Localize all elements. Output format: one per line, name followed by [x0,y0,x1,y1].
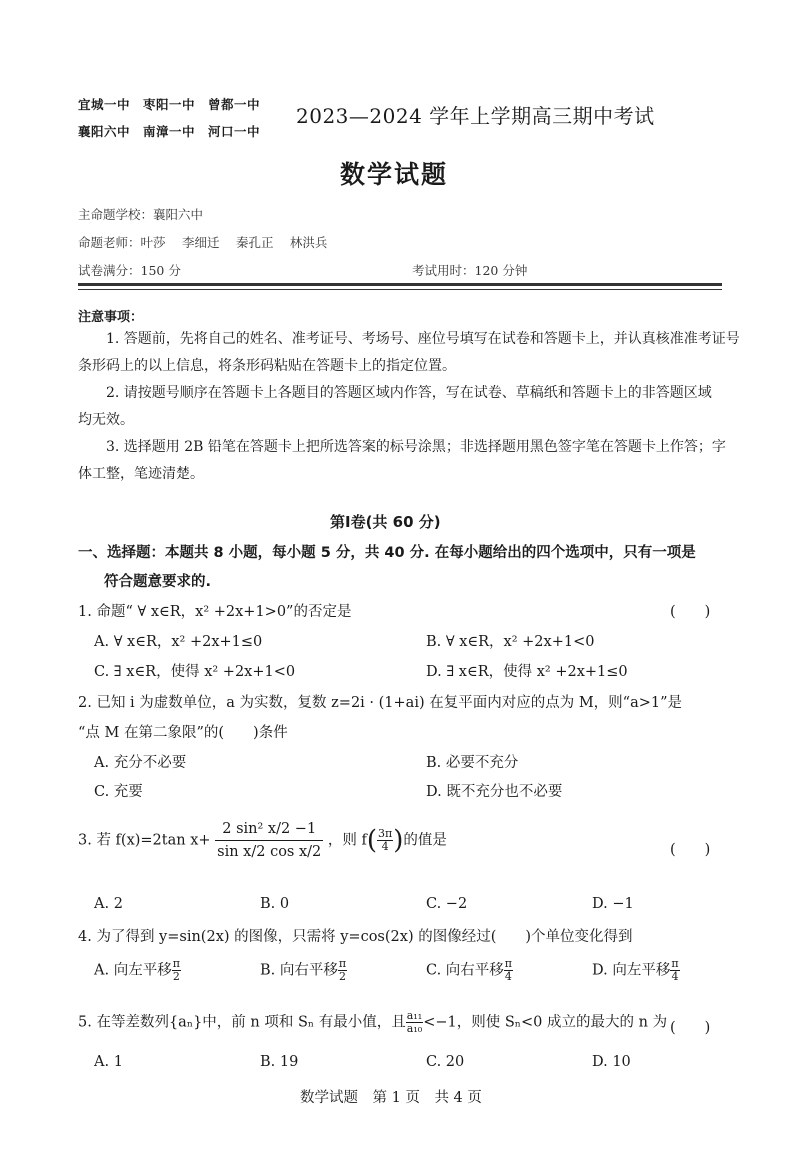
section-heading-line1: 一、选择题：本题共 8 小题，每小题 5 分，共 40 分. 在每小题给出的四个选项中，只有一项是 [78,545,696,561]
q3-option-b: B. 0 [260,896,290,912]
q3-prefix: 3. 若 f(x)=2tan x+ [78,832,211,849]
q5-ratio: $\frac{\text{a₁₁}}{\text{a₁₀}}$ [406,1009,423,1035]
q3-suffix-pre: ，则 f [327,832,367,849]
header-rule-thick [78,283,722,286]
q3-fraction-denominator: sin x/2 cos x/2 [217,844,322,860]
subject-title: 数学试题 [340,160,449,189]
q1-option-a: A. ∀ x∈R，x² +2x+1≤0 [94,634,263,650]
q1-option-c: C. ∃ x∈R，使得 x² +2x+1<0 [94,664,296,680]
q4-option-a: A. 向左平移 $\frac{\pi}{2}$ [94,957,180,983]
page-footer: 数学试题 第 1 页 共 4 页 [300,1090,482,1106]
q5-stem [78,1010,667,1035]
exam-title: 2023—2024 学年上学期高三期中考试 [296,104,655,128]
q3-option-a: A. 2 [94,896,123,912]
q1-answer-bracket: ( ) [670,604,711,620]
q3-suffix-post: 的值是 [403,832,447,849]
q3-option-c: C. −2 [426,896,468,912]
q2-stem-line1: 2. 已知 i 为虚数单位，a 为实数，复数 z=2i · (1+ai) 在复平面内对应的点为 M，则“a>1”是 [78,695,683,711]
q3-fraction-numerator: 2 sin² x/2 −1 [215,818,323,841]
q3-option-d: D. −1 [592,896,634,912]
q3-main-fraction [215,818,323,863]
notes-heading: 注意事项： [78,310,144,325]
q4-stem: 4. 为了得到 y=sin(2x) 的图像，只需将 y=cos(2x) 的图像经过( )个单位变化得到 [78,929,633,945]
school-list-row1: 宜城一中 枣阳一中 曾都一中 [78,97,261,112]
q2-option-c: C. 充要 [94,784,143,800]
q5-stem-pre: 5. 在等差数列{aₙ}中，前 n 项和 Sₙ 有最小值，且 [78,1014,406,1031]
q3-argument-fraction [377,828,393,853]
full-score: 试卷满分：150 分 [78,263,181,278]
q1-option-d: D. ∃ x∈R，使得 x² +2x+1≤0 [426,664,628,680]
q2-option-b: B. 必要不充分 [426,755,519,771]
note-1-line2: 条形码上的以上信息，将条形码粘贴在答题卡上的指定位置。 [78,358,456,374]
q5-option-a: A. 1 [94,1054,123,1070]
q1-stem: 1. 命题“ ∀ x∈R，x² +2x+1>0”的否定是 [78,604,352,620]
note-3-line1: 3. 选择题用 2B 铅笔在答题卡上把所选答案的标号涂黑；非选择题用黑色签字笔在答题卡上作答；字 [106,439,726,455]
q2-option-d: D. 既不充分也不必要 [426,784,563,800]
q5-answer-bracket: ( ) [670,1020,711,1036]
section-heading-line2: 符合题意要求的. [104,574,212,590]
authors: 命题老师：叶莎 李细迁 秦孔正 林洪兵 [78,235,328,250]
lead-school: 主命题学校：襄阳六中 [78,207,204,222]
header-rule-thin [78,289,722,290]
q3-answer-bracket: ( ) [670,842,711,858]
q2-stem-line2: “点 M 在第二象限”的( )条件 [78,725,288,741]
duration: 考试用时：120 分钟 [412,263,528,278]
q5-option-c: C. 20 [426,1054,465,1070]
q4-option-d: D. 向左平移 $\frac{\pi}{4}$ [592,957,679,983]
q3-arg-numerator: 3π [378,827,393,840]
note-2-line2: 均无效。 [78,412,134,428]
school-list-row2: 襄阳六中 南漳一中 河口一中 [78,124,261,139]
note-2-line1: 2. 请按题号顺序在答题卡上各题目的答题区域内作答，写在试卷、草稿纸和答题卡上的非答题区域 [106,385,712,401]
q1-option-b: B. ∀ x∈R，x² +2x+1<0 [426,634,595,650]
note-3-line2: 体工整，笔迹清楚。 [78,466,204,482]
part1-title: 第Ⅰ卷(共 60 分) [330,513,441,531]
q5-stem-post: <−1，则使 Sₙ<0 成立的最大的 n 为 [423,1014,668,1031]
q3-arg-denominator: 4 [381,840,389,853]
q5-option-b: B. 19 [260,1054,299,1070]
note-1-line1: 1. 答题前，先将自己的姓名、准考证号、考场号、座位号填写在试卷和答题卡上，并认真核准准考证号 [106,331,740,347]
q5-option-d: D. 10 [592,1054,631,1070]
q4-option-b: B. 向右平移 $\frac{\pi}{2}$ [260,957,347,983]
q4-option-c: C. 向右平移 $\frac{\pi}{4}$ [426,957,513,983]
q3-stem: 3. 若 f(x)=2tan x+ $\frac{\text{2 sin² x/2 −1}}{\text{sin x/2 cos x/2}}$ ，则 f( $\frac{3\pi}{4}$ )的值是 [78,818,447,863]
q2-option-a: A. 充分不必要 [94,755,187,771]
